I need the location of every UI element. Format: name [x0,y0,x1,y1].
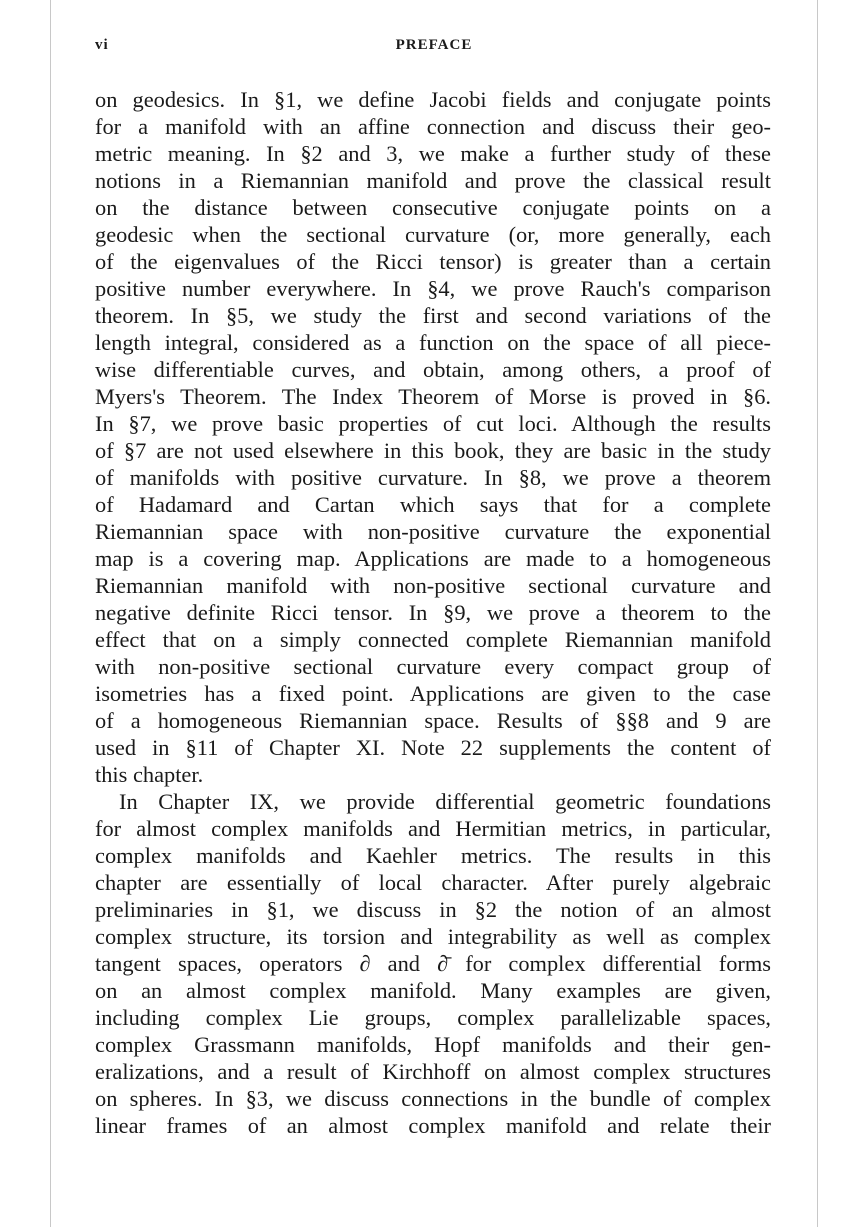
text-line: wise differentiable curves, and obtain, among others, a proof of [95,357,771,382]
text-line: map is a covering map. Applications are made to a homogeneous [95,546,771,571]
running-head [95,37,773,57]
text-line: isometries has a fixed point. Applications are given to the case [95,681,771,706]
text-line: of manifolds with positive curvature. In §8, we prove a theorem [95,465,771,490]
text-line: preliminaries in §1, we discuss in §2 the notion of an almost [95,897,771,922]
text-line: tangent spaces, operators ∂ and ∂̄ for complex differential forms [95,951,771,976]
text-line: notions in a Riemannian manifold and prove the classical result [95,168,771,193]
text-line: Riemannian space with non-positive curvature the exponential [95,519,771,544]
text-line: of §7 are not used elsewhere in this book, they are basic in the study [95,438,771,463]
page-edge-right [817,0,818,1227]
text-line: theorem. In §5, we study the first and second variations of the [95,303,771,328]
text-line: of Hadamard and Cartan which says that for a complete [95,492,771,517]
text-line: on the distance between consecutive conjugate points on a [95,195,771,220]
page-edge-left [50,0,51,1227]
text-line: complex structure, its torsion and integrability as well as complex [95,924,771,949]
text-line: with non-positive sectional curvature every compact group of [95,654,771,679]
text-line: used in §11 of Chapter XI. Note 22 supplements the content of [95,735,771,760]
text-line: metric meaning. In §2 and 3, we make a further study of these [95,141,771,166]
text-line: eralizations, and a result of Kirchhoff on almost complex structures [95,1059,771,1084]
text-line: In §7, we prove basic properties of cut loci. Although the results [95,411,771,436]
text-line: effect that on a simply connected complete Riemannian manifold [95,627,771,652]
text-line: for a manifold with an affine connection and discuss their geo- [95,114,771,139]
text-line: negative definite Ricci tensor. In §9, we prove a theorem to the [95,600,771,625]
text-line: of a homogeneous Riemannian space. Results of §§8 and 9 are [95,708,771,733]
text-line: on geodesics. In §1, we define Jacobi fields and conjugate points [95,87,771,112]
text-line: Myers's Theorem. The Index Theorem of Morse is proved in §6. [95,384,771,409]
text-line: Riemannian manifold with non-positive sectional curvature and [95,573,771,598]
body-text [95,86,771,1139]
text-line: complex Grassmann manifolds, Hopf manifolds and their gen- [95,1032,771,1057]
text-line: In Chapter IX, we provide differential geometric foundations [119,789,771,814]
text-line: positive number everywhere. In §4, we prove Rauch's comparison [95,276,771,301]
text-line: linear frames of an almost complex manifold and relate their [95,1113,771,1138]
text-line: this chapter. [95,762,204,787]
text-line: on an almost complex manifold. Many examples are given, [95,978,771,1003]
text-line: complex manifolds and Kaehler metrics. The results in this [95,843,771,868]
text-line: on spheres. In §3, we discuss connections in the bundle of complex [95,1086,771,1111]
page-number: vi [95,37,109,53]
text-line: geodesic when the sectional curvature (or, more generally, each [95,222,771,247]
text-line: including complex Lie groups, complex parallelizable spaces, [95,1005,771,1030]
running-title: PREFACE [395,37,473,53]
text-line: for almost complex manifolds and Hermitian metrics, in particular, [95,816,771,841]
text-line: length integral, considered as a function on the space of all piece- [95,330,771,355]
text-line: of the eigenvalues of the Ricci tensor) is greater than a certain [95,249,771,274]
text-line: chapter are essentially of local character. After purely algebraic [95,870,771,895]
